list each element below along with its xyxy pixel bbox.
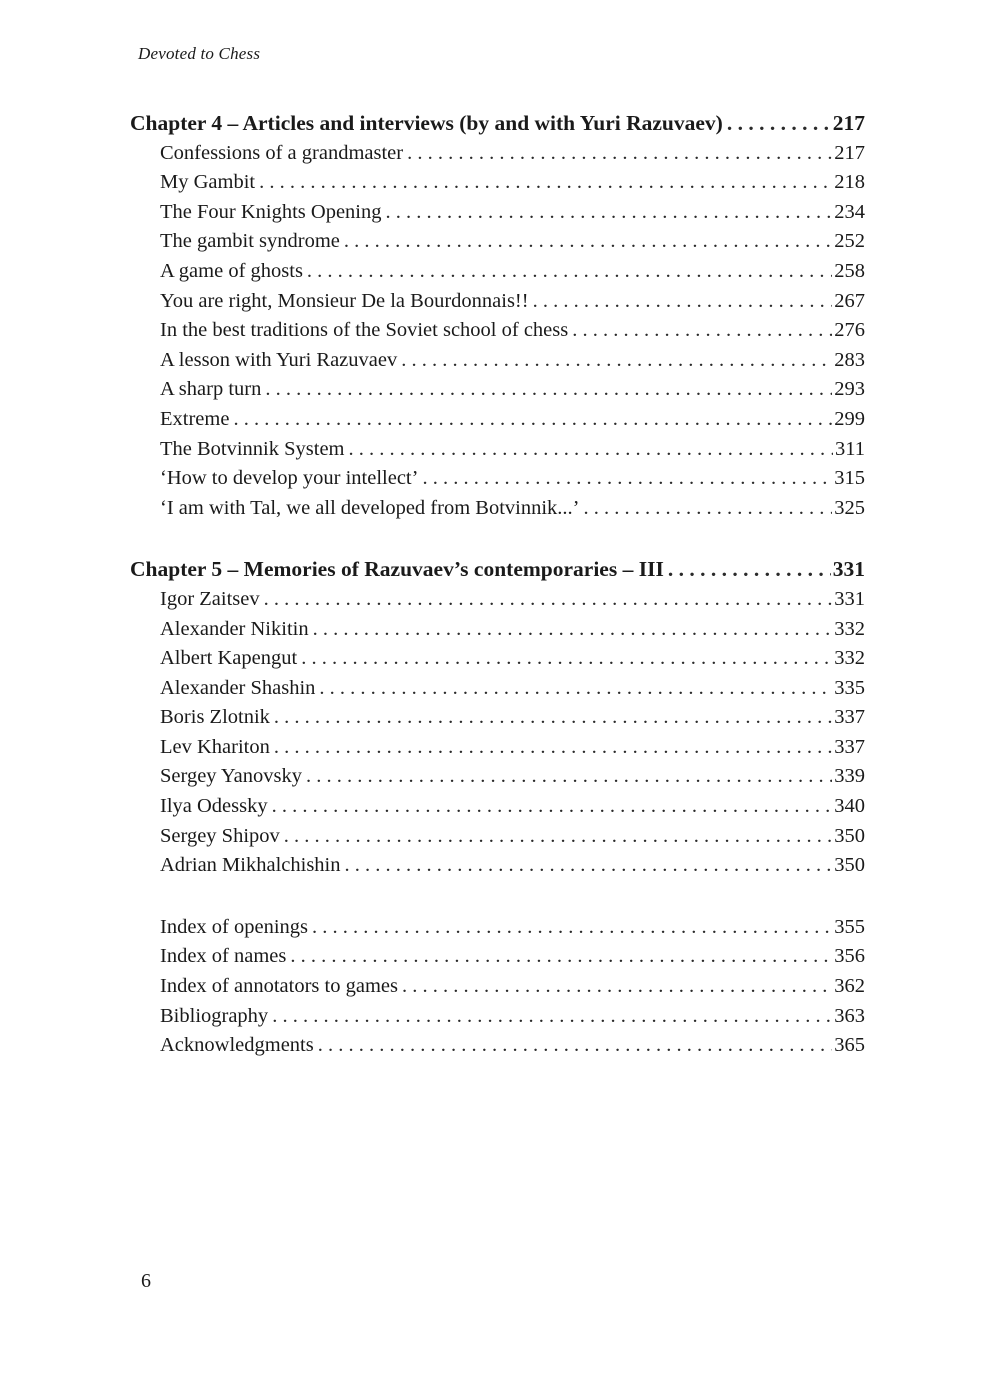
toc-entry [130, 972, 865, 1002]
dot-leader [272, 1002, 832, 1032]
toc-entry [130, 644, 865, 674]
toc-entry-title: Index of names [160, 945, 287, 968]
chapter-5-section [130, 555, 865, 881]
chapter-5-page: 331 [832, 557, 865, 582]
toc-entry [130, 405, 865, 435]
dot-leader [233, 405, 832, 435]
toc-entry [130, 464, 865, 494]
page-number: 6 [141, 1270, 151, 1292]
toc-entry [130, 1031, 865, 1061]
dot-leader [583, 494, 832, 524]
toc-entry-title: Lev Khariton [160, 735, 270, 758]
toc-entry [130, 913, 865, 943]
toc-entry-title: Extreme [160, 407, 230, 430]
toc-entry [130, 287, 865, 317]
toc-entry-page: 332 [834, 617, 865, 640]
dot-leader [265, 375, 832, 405]
toc-entry-page: 365 [834, 1034, 865, 1057]
toc-entry-page: 311 [835, 437, 865, 460]
toc-entry [130, 435, 865, 465]
dot-leader [313, 615, 833, 645]
toc-entry-page: 217 [834, 141, 865, 164]
toc-entry-page: 363 [834, 1004, 865, 1027]
toc-entry-title: The Botvinnik System [160, 437, 345, 460]
toc-entry [130, 139, 865, 169]
dot-leader [274, 733, 832, 763]
toc-entry-page: 258 [834, 259, 865, 282]
dot-leader [668, 555, 831, 585]
toc-entry-title: A lesson with Yuri Razuvaev [160, 348, 398, 371]
toc-entry-title: Boris Zlotnik [160, 706, 270, 729]
toc-entry-page: 252 [834, 230, 865, 253]
dot-leader [290, 942, 832, 972]
toc-entry-title: A game of ghosts [160, 259, 303, 282]
chapter-4-page: 217 [832, 111, 865, 135]
chapter-4-section [130, 109, 865, 523]
toc-entry-title: In the best traditions of the Soviet school of chess [160, 319, 569, 342]
toc-entry-page: 315 [834, 467, 865, 490]
toc-entry-title: Ilya Odessky [160, 795, 268, 818]
dot-leader [533, 287, 833, 317]
toc-entry-title: Adrian Mikhalchishin [160, 854, 341, 877]
toc-entry [130, 703, 865, 733]
toc-entry-title: Index of annotators to games [160, 975, 398, 998]
dot-leader [284, 822, 832, 852]
dot-leader [727, 109, 831, 139]
chapter-4-title: Chapter 4 – Articles and interviews (by and with Yuri Razuvaev) [130, 111, 723, 135]
dot-leader [572, 316, 832, 346]
toc-entry [130, 615, 865, 645]
toc-entry-page: 299 [834, 407, 865, 430]
toc-entry-title: ‘How to develop your intellect’ [160, 467, 419, 490]
toc-entry [130, 227, 865, 257]
toc-entry-title: Index of openings [160, 915, 309, 938]
toc-entry-title: ‘I am with Tal, we all developed from Botvinnik...’ [160, 496, 580, 519]
toc-entry [130, 942, 865, 972]
toc-entry [130, 762, 865, 792]
toc-entry [130, 257, 865, 287]
dot-leader [319, 674, 832, 704]
dot-leader [259, 168, 832, 198]
toc-entry-page: 267 [834, 289, 865, 312]
toc-entry-page: 335 [834, 676, 865, 699]
dot-leader [301, 644, 832, 674]
toc-entry [130, 792, 865, 822]
toc-entry-title: Sergey Shipov [160, 824, 280, 847]
dot-leader [274, 703, 832, 733]
toc-entry-page: 332 [834, 647, 865, 670]
toc-entry-title: Alexander Nikitin [160, 617, 309, 640]
toc-entry-page: 325 [834, 496, 865, 519]
chapter-5-entries [130, 585, 865, 881]
toc-entry-page: 356 [834, 945, 865, 968]
toc-entry-title: Bibliography [160, 1004, 269, 1027]
toc-entry-page: 339 [834, 765, 865, 788]
toc-entry [130, 346, 865, 376]
table-of-contents [130, 109, 865, 1061]
toc-entry-page: 218 [834, 171, 865, 194]
toc-entry-title: You are right, Monsieur De la Bourdonnais!! [160, 289, 529, 312]
toc-entry [130, 1002, 865, 1032]
toc-entry-page: 337 [834, 706, 865, 729]
toc-entry-page: 340 [834, 795, 865, 818]
dot-leader [402, 972, 832, 1002]
toc-entry-title: Confessions of a grandmaster [160, 141, 404, 164]
dot-leader [407, 139, 832, 169]
dot-leader [312, 913, 832, 943]
dot-leader [344, 227, 832, 257]
chapter-5-heading [130, 555, 865, 585]
dot-leader [422, 464, 832, 494]
toc-entry [130, 733, 865, 763]
dot-leader [264, 585, 833, 615]
toc-entry-page: 276 [834, 319, 865, 342]
dot-leader [401, 346, 832, 376]
toc-entry-page: 350 [834, 854, 865, 877]
toc-entry-title: Sergey Yanovsky [160, 765, 302, 788]
toc-entry-page: 234 [834, 200, 865, 223]
toc-entry [130, 316, 865, 346]
back-matter-entries [130, 913, 865, 1061]
toc-entry-title: Acknowledgments [160, 1034, 314, 1057]
toc-entry-title: The Four Knights Opening [160, 200, 382, 223]
dot-leader [386, 198, 833, 228]
chapter-4-entries [130, 139, 865, 524]
toc-entry-page: 331 [834, 587, 865, 610]
dot-leader [307, 257, 832, 287]
chapter-5-title: Chapter 5 – Memories of Razuvaev’s contemporaries – III [130, 557, 664, 582]
toc-entry [130, 375, 865, 405]
toc-entry [130, 168, 865, 198]
dot-leader [318, 1031, 833, 1061]
toc-entry-title: A sharp turn [160, 378, 262, 401]
dot-leader [349, 435, 834, 465]
toc-entry [130, 198, 865, 228]
toc-entry-page: 293 [834, 378, 865, 401]
toc-entry [130, 585, 865, 615]
toc-entry-title: My Gambit [160, 171, 256, 194]
toc-entry-page: 337 [834, 735, 865, 758]
toc-entry-title: Alexander Shashin [160, 676, 316, 699]
dot-leader [345, 851, 833, 881]
toc-entry [130, 494, 865, 524]
toc-entry-title: The gambit syndrome [160, 230, 340, 253]
toc-entry-page: 350 [834, 824, 865, 847]
toc-entry-page: 355 [834, 915, 865, 938]
toc-entry-title: Igor Zaitsev [160, 587, 260, 610]
toc-entry [130, 822, 865, 852]
running-head: Devoted to Chess [138, 44, 261, 63]
toc-entry [130, 674, 865, 704]
dot-leader [306, 762, 832, 792]
dot-leader [272, 792, 833, 822]
toc-entry-title: Albert Kapengut [160, 647, 298, 670]
toc-entry [130, 851, 865, 881]
toc-entry-page: 362 [834, 975, 865, 998]
chapter-4-heading [130, 109, 865, 139]
toc-entry-page: 283 [834, 348, 865, 371]
